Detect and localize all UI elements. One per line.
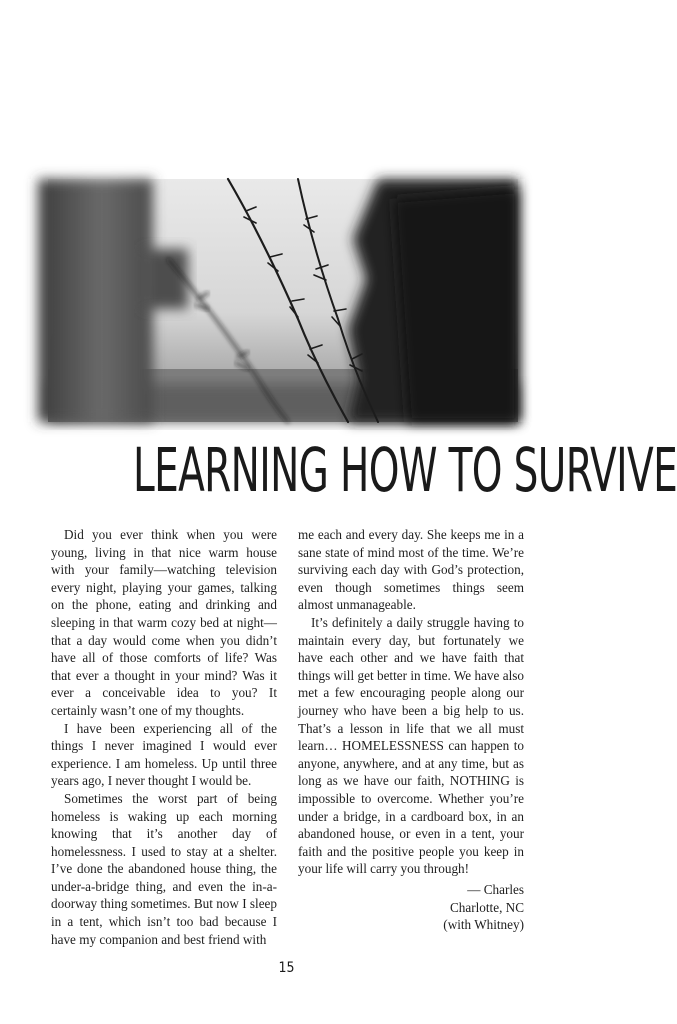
barbed-wire-photo (48, 179, 518, 422)
page-number: 15 (278, 960, 295, 976)
article-paragraph: I have been experiencing all of the things I never imagined I would ever experience. I am homeless. Up until three years ago, I never thought I would be. (51, 720, 277, 789)
article-paragraph: It’s definitely a daily struggle having to maintain every day, but fortunately we have each other and we have faith that things will get better in time. We have also met a few encouraging people along our journey who have been a big help to us. That’s a lesson in life that we all must learn… HOMELESSNESS can happen to anyone, anywhere, and at any time, but as long as we have our faith, NOTHING is impossible to overcome. Whether you’re under a bridge, in a cardboard box, in an abandoned house, or even in a tent, your faith and the positive people you keep in your life will carry you through! (298, 614, 524, 877)
article-column-right (298, 526, 524, 878)
article-column-left (51, 526, 277, 948)
barbed-wire-image (48, 179, 518, 422)
article-paragraph: Sometimes the worst part of being homeless is waking up each morning knowing that it’s another day of homelessness. I used to stay at a shelter. I’ve done the abandoned house thing, the under-a-bridge thing, and even the in-a-doorway thing sometimes. But now I sleep in a tent, which isn’t too bad because I have my companion and best friend with (51, 790, 277, 947)
article-title: LEARNING HOW TO SURVIVE (132, 435, 677, 506)
article-paragraph-continued: me each and every day. She keeps me in a sane state of mind most of the time. We’re surviving each day with God’s protection, even though sometimes things seem almost unmanageable. (298, 527, 524, 613)
article-paragraph: Did you ever think when you were young, living in that nice warm house with your family—watching television every night, playing your games, talking on the phone, eating and drinking and sleeping in that warm cozy bed at night—that a day would come when you didn’t have all of those comforts of life? Was that ever a thought in your mind? Was it ever a conceivable idea to you? It certainly wasn’t one of my thoughts. (51, 527, 277, 718)
author-location: Charlotte, NC (450, 899, 524, 915)
author-note: (with Whitney) (443, 917, 524, 933)
author-signature (298, 881, 524, 934)
author-name: — Charles (467, 882, 524, 897)
